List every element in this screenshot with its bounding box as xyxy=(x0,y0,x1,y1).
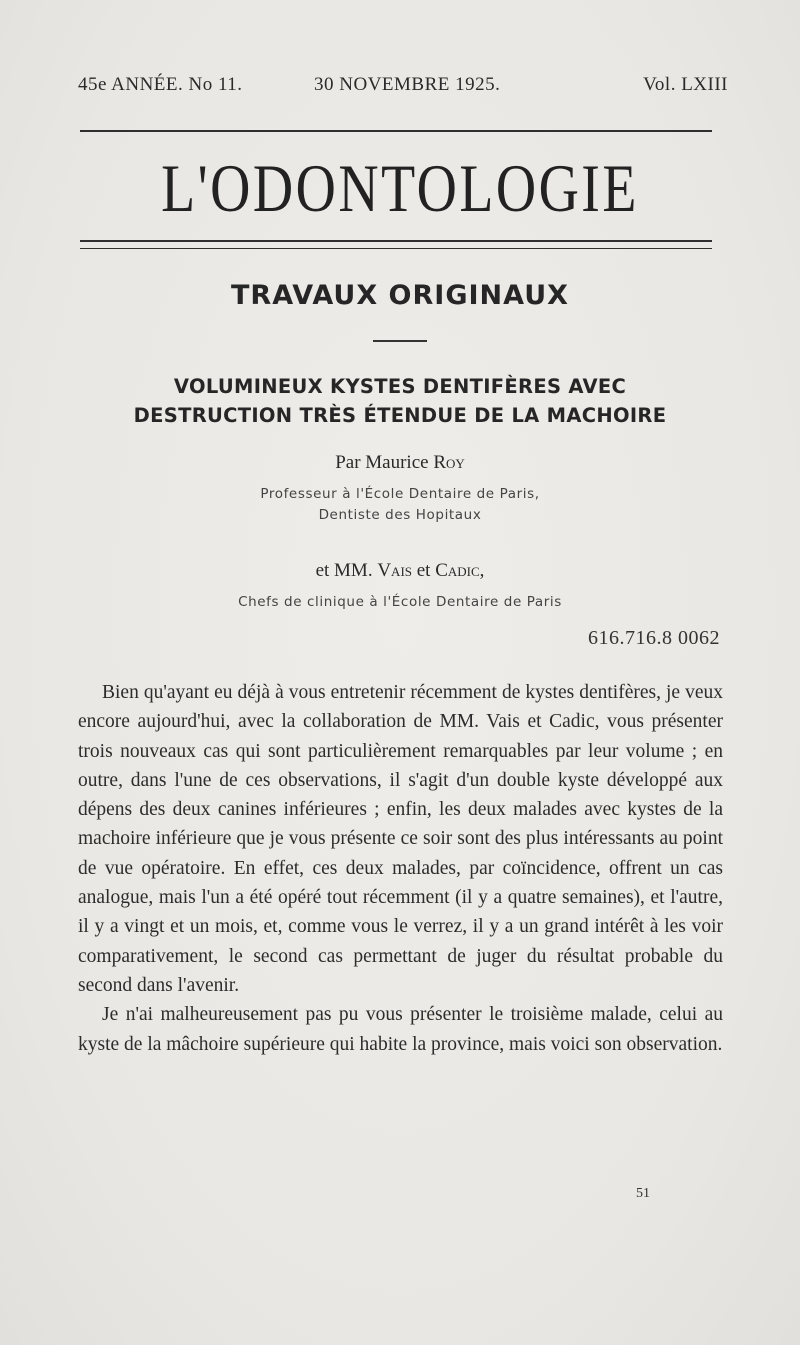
co-author-prefix: et MM. xyxy=(315,560,373,581)
paragraph-2: Je n'ai malheureusement pas pu vous présenter le troisième malade, celui au kyste de la mâchoire supérieure qui habite la province, mais voici son observation. xyxy=(78,1004,723,1055)
author-primary-affiliation xyxy=(0,484,800,526)
header-date: 30 NOVEMBRE 1925. xyxy=(314,74,501,95)
double-rule xyxy=(80,240,712,249)
author-surname: Roy xyxy=(433,452,465,473)
article-title-line-2: DESTRUCTION TRÈS ÉTENDUE DE LA MACHOIRE xyxy=(133,404,667,427)
top-rule xyxy=(80,130,712,132)
article-title-line-1: VOLUMINEUX KYSTES DENTIFÈRES AVEC xyxy=(173,375,627,398)
author-secondary-affiliation: Chefs de clinique à l'École Dentaire de Paris xyxy=(238,594,562,610)
running-header xyxy=(78,74,728,104)
author-secondary xyxy=(0,560,800,582)
co-author-join: et xyxy=(416,560,431,581)
journal-title: L'ODONTOLOGIE xyxy=(161,150,639,226)
affiliation-line-2: Dentiste des Hopitaux xyxy=(318,507,482,523)
author-primary xyxy=(0,452,800,474)
section-divider xyxy=(373,340,427,342)
article-body xyxy=(78,678,723,1059)
header-volume: Vol. LXIII xyxy=(643,74,728,95)
co-author-name-2: Cadic, xyxy=(435,560,485,581)
paragraph-1: Bien qu'ayant eu déjà à vous entretenir récemment de kystes dentifères, je veux encore aujourd'hui, avec la collaboration de MM. Vais et Cadic, vous présenter trois nouveaux cas qui sont particulièrement remarquables par leur volume ; en outre, dans l'une de ces observations, il s'agit d'un double kyste développé aux dépens des deux canines inférieures ; enfin, les deux malades avec kystes de la machoire inférieure que je vous présente ce soir sont des plus intéressants au point de vue opératoire. En effet, ces deux malades, par coïncidence, offrent un cas analogue, mais l'un a été opéré tout récemment (il y a quatre semaines), et l'autre, il y a vingt et un mois, et, comme vous le verrez, il y a un grand intérêt à les voir comparativement, le second cas permettant de juger du résultat probable du second dans l'avenir. xyxy=(78,682,723,996)
section-title: TRAVAUX ORIGINAUX xyxy=(231,280,569,311)
header-issue: 45e ANNÉE. No 11. xyxy=(78,74,243,95)
affiliation-line-1: Professeur à l'École Dentaire de Paris, xyxy=(260,486,540,502)
author-prefix: Par Maurice xyxy=(335,452,429,473)
page-number: 51 xyxy=(636,1186,650,1201)
classification-code: 616.716.8 0062 xyxy=(588,627,720,649)
co-author-name-1: Vais xyxy=(377,560,412,581)
article-title xyxy=(0,372,800,430)
